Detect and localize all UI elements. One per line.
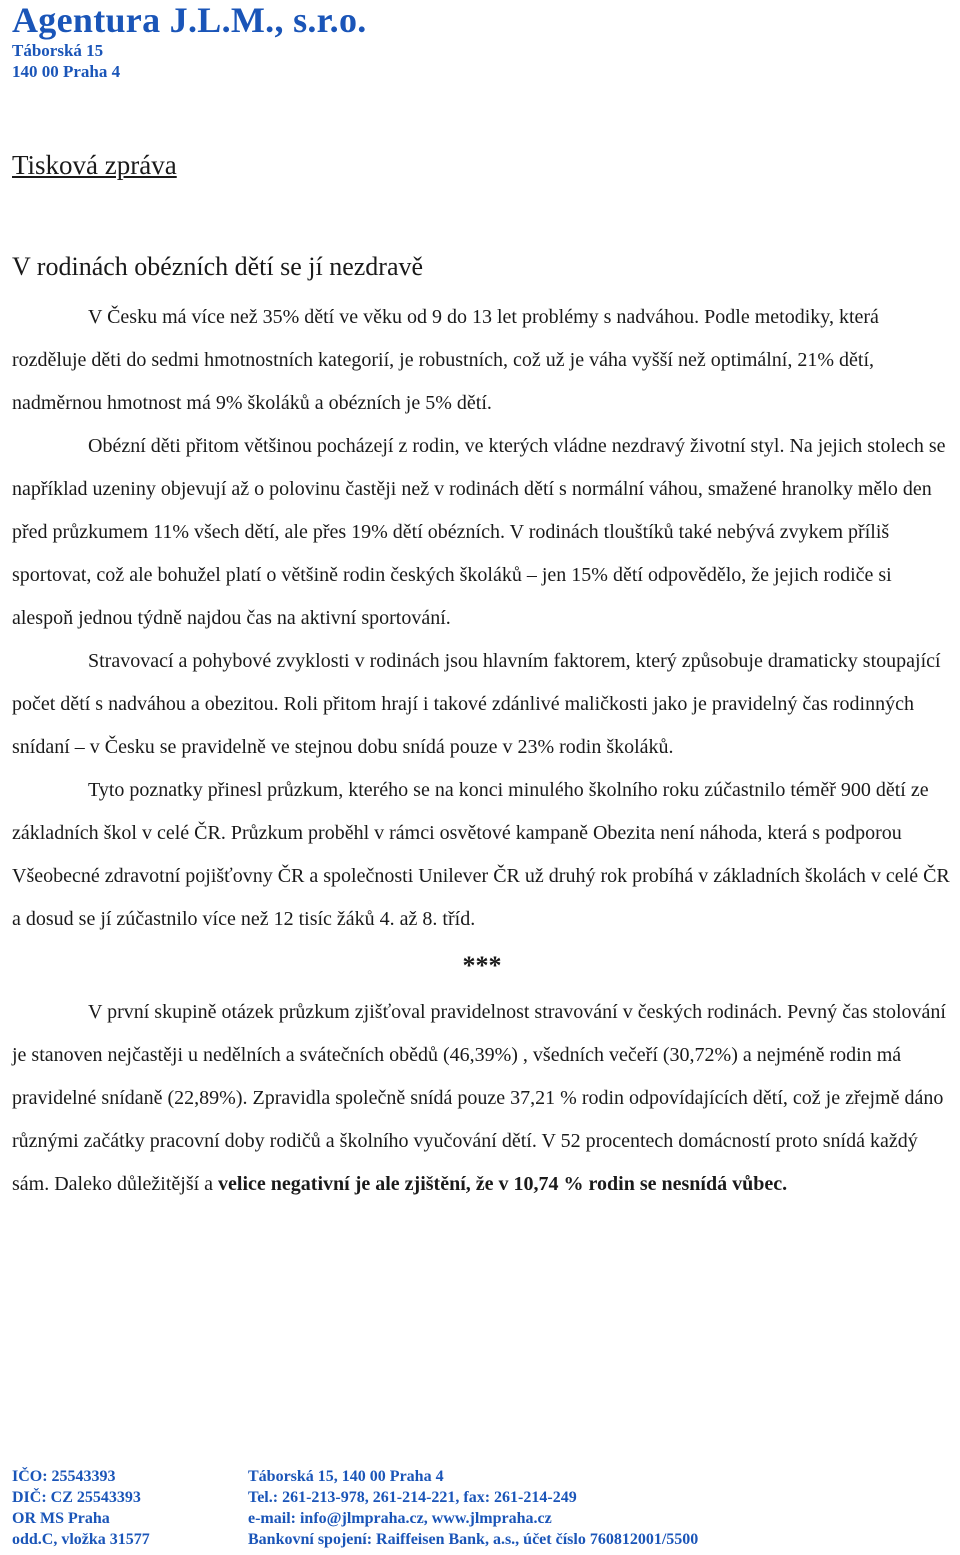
- footer-address: Táborská 15, 140 00 Praha 4: [248, 1468, 444, 1485]
- press-release-headline: V rodinách obézních dětí se jí nezdravě: [12, 252, 424, 281]
- footer-registration: [12, 1466, 242, 1550]
- paragraph-1: V Česku má více než 35% dětí ve věku od 9 do 13 let problémy s nadváhou. Podle metodiky, která rozděluje děti do sedmi hmotnostních kategorií, je robustních, což už je váha vyšší než optimální, 21% dětí, nadměrnou hmotnost má 9% školáků a obézních je 5% dětí.: [12, 306, 879, 414]
- section-separator: ***: [462, 951, 502, 980]
- press-release-body: [12, 296, 952, 1206]
- footer-contact: [248, 1466, 948, 1550]
- company-name: Agentura J.L.M., s.r.o.: [12, 0, 367, 40]
- footer-email: e-mail: info@jlmpraha.cz, www.jlmpraha.cz: [248, 1510, 552, 1527]
- paragraph-4: Tyto poznatky přinesl průzkum, kterého se na konci minulého školního roku zúčastnilo téměř 900 dětí ze základních škol v celé ČR. Průzkum proběhl v rámci osvětové kampaně Obezita není náhoda, která s podporou Všeobecné zdravotní pojišťovny ČR a společnosti Unilever ČR už druhý rok probíhá v základních školách v celé ČR a dosud se jí zúčastnilo více než 12 tisíc žáků 4. až 8. tříd.: [12, 779, 950, 930]
- paragraph-5-text: V první skupině otázek průzkum zjišťoval pravidelnost stravování v českých rodinách. Pevný čas stolování je stanoven nejčastěji u nedělních a svátečních obědů (46,39%) , všedních večeří (30,72%) a nejméně rodin má pravidelné snídaně (22,89%). Zpravidla společně snídá pouze 37,21 % rodin odpovídajících dětí, což je zřejmě dáno různými začátky pracovní doby rodičů a školního vyučování dětí. V 52 procentech domácností proto snídá každý sám. Daleko důležitější a: [12, 1001, 946, 1195]
- paragraph-3: Stravovací a pohybové zvyklosti v rodinách jsou hlavním faktorem, který způsobuje dramaticky stoupající počet dětí s nadváhou a obezitou. Roli přitom hrají i takové zdánlivé maličkosti jako je pravidelný čas rodinných snídaní – v Česku se pravidelně ve stejnou dobu snídá pouze v 23% rodin školáků.: [12, 650, 941, 758]
- footer-insert: odd.C, vložka 31577: [12, 1531, 150, 1548]
- footer-dic: DIČ: CZ 25543393: [12, 1489, 141, 1506]
- letterhead: [12, 0, 367, 82]
- footer-register: OR MS Praha: [12, 1510, 110, 1527]
- paragraph-5-bold-text: velice negativní je ale zjištění, že v 10,74 % rodin se nesnídá vůbec.: [218, 1173, 788, 1195]
- footer-phone: Tel.: 261-213-978, 261-214-221, fax: 261-214-249: [248, 1489, 577, 1506]
- footer-bank: Bankovní spojení: Raiffeisen Bank, a.s., účet číslo 760812001/5500: [248, 1531, 699, 1548]
- paragraph-5: [12, 991, 952, 1206]
- company-street: Táborská 15: [12, 41, 104, 60]
- company-city: 140 00 Praha 4: [12, 62, 121, 81]
- document-type: Tisková zpráva: [12, 150, 177, 180]
- paragraph-2: Obézní děti přitom většinou pocházejí z rodin, ve kterých vládne nezdravý životní styl. Na jejich stolech se například uzeniny objevují až o polovinu častěji než v rodinách dětí s normální váhou, smažené hranolky mělo den před průzkumem 11% všech dětí, ale přes 19% dětí obézních. V rodinách tlouštíků také nebývá zvykem příliš sportovat, což ale bohužel platí o většině rodin českých školáků – jen 15% dětí odpovědělo, že jejich rodiče si alespoň jednou týdně najdou čas na aktivní sportování.: [12, 435, 946, 629]
- footer-ico: IČO: 25543393: [12, 1468, 116, 1485]
